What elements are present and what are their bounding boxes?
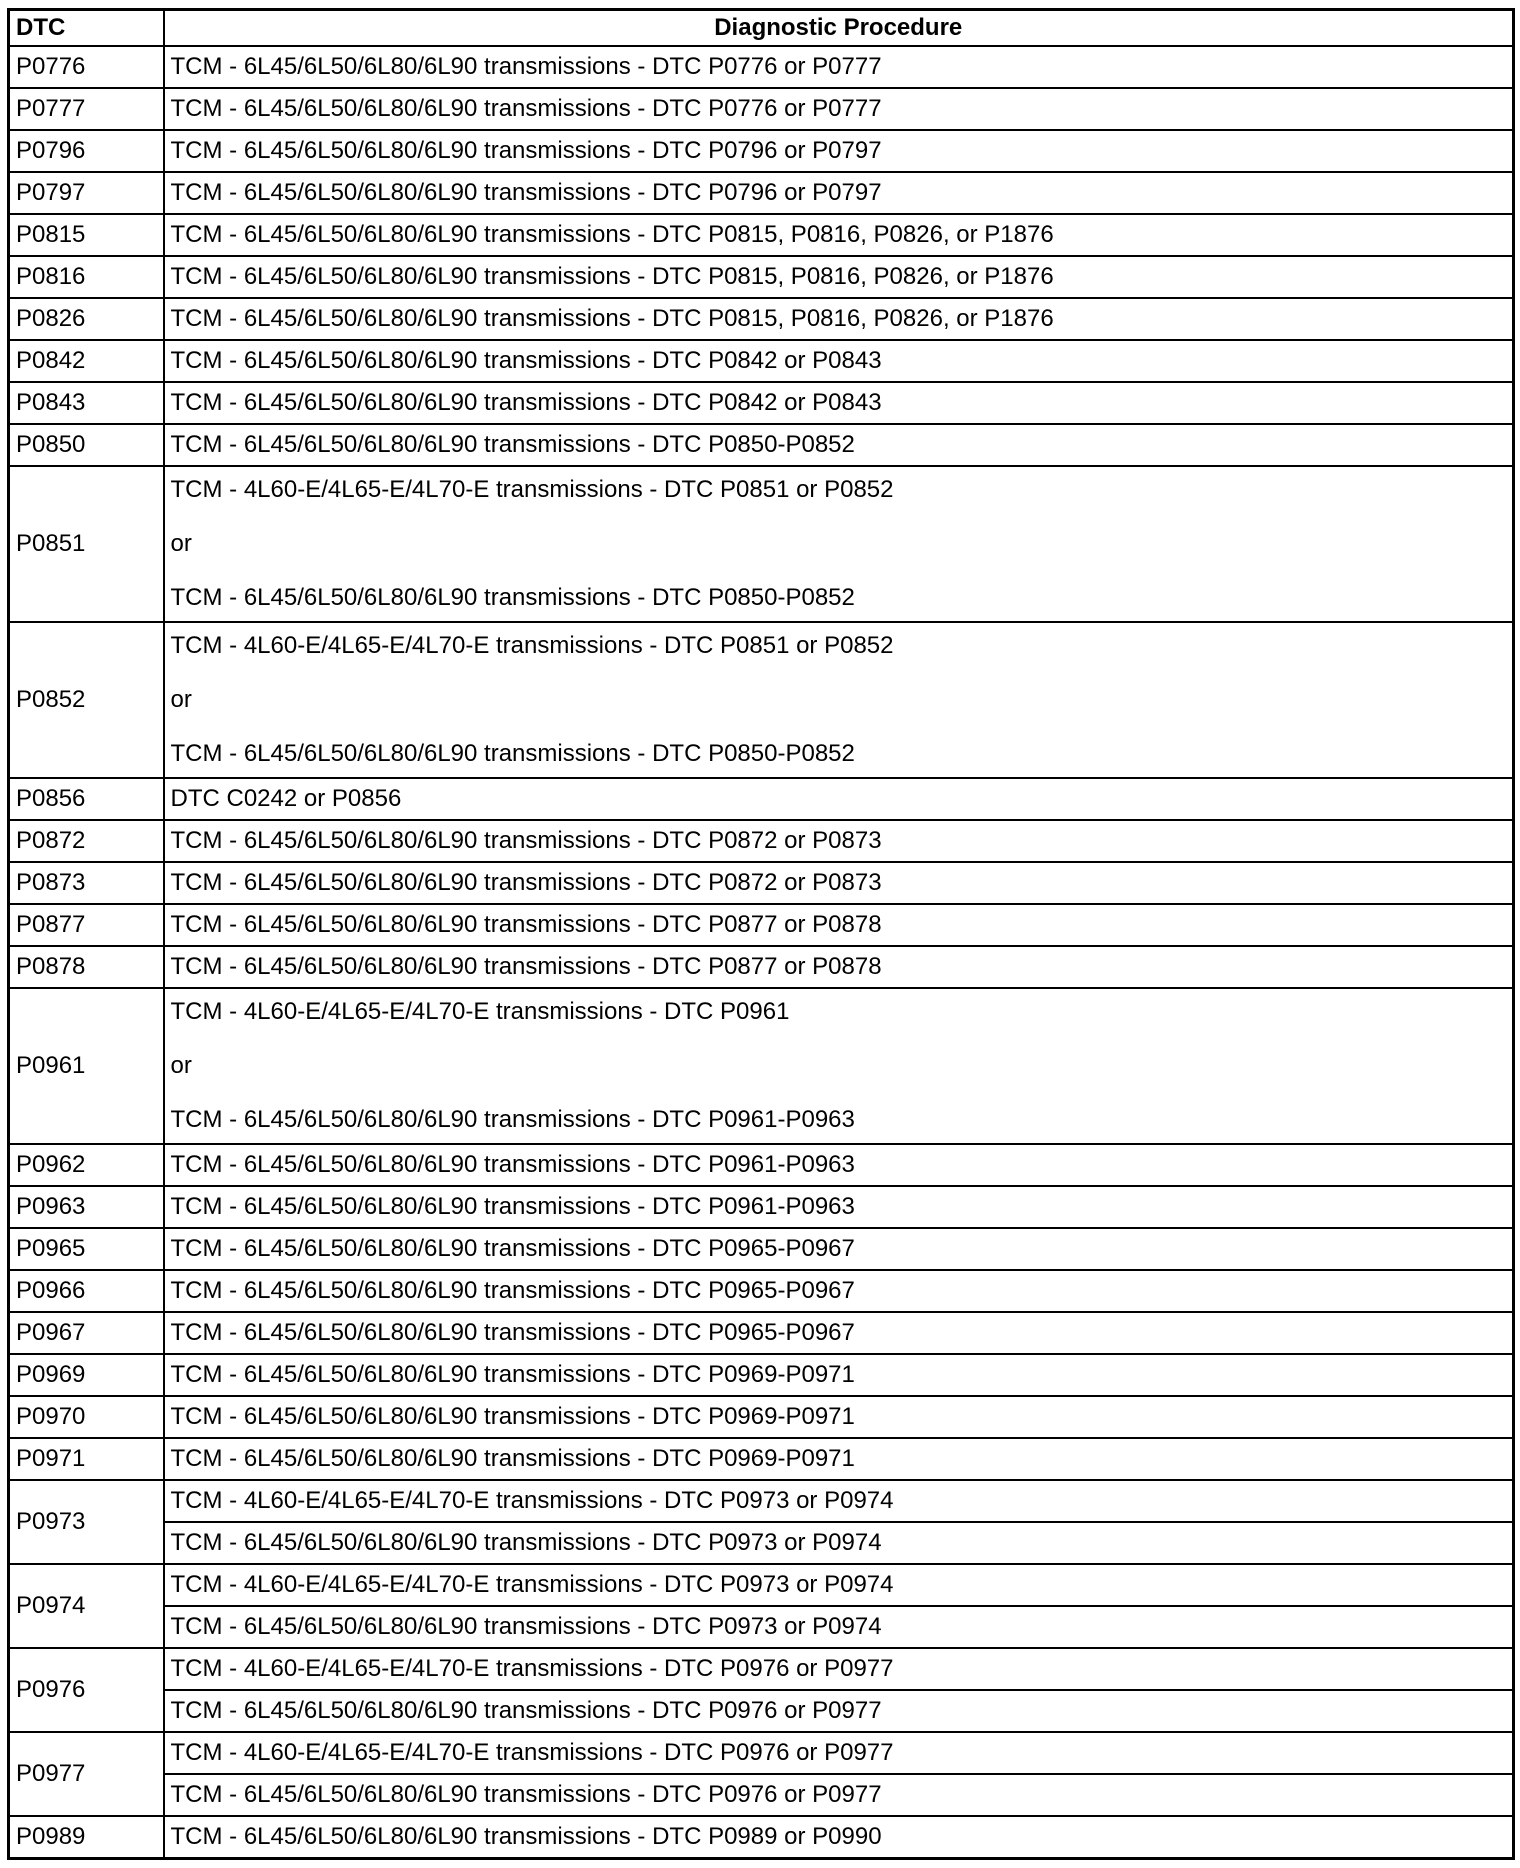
dtc-code: P0961 <box>9 988 164 1144</box>
dtc-code: P0965 <box>9 1228 164 1270</box>
table-row <box>9 988 1514 1144</box>
diagnostic-procedure: TCM - 6L45/6L50/6L80/6L90 transmissions - DTC P0815, P0816, P0826, or P1876 <box>164 298 1514 340</box>
table-row <box>9 214 1514 256</box>
dtc-code: P0989 <box>9 1816 164 1859</box>
dtc-code: P0878 <box>9 946 164 988</box>
dtc-code: P0856 <box>9 778 164 820</box>
or-separator: or <box>170 530 192 557</box>
diagnostic-procedure: TCM - 6L45/6L50/6L80/6L90 transmissions - DTC P0961-P0963 <box>164 1186 1514 1228</box>
table-row <box>9 466 1514 622</box>
procedure-text: TCM - 6L45/6L50/6L80/6L90 transmissions - DTC P0850-P0852 <box>170 740 855 767</box>
dtc-code: P0872 <box>9 820 164 862</box>
table-row <box>9 1186 1514 1228</box>
table-row <box>9 1690 1514 1732</box>
diagnostic-procedure: TCM - 6L45/6L50/6L80/6L90 transmissions - DTC P0776 or P0777 <box>164 88 1514 130</box>
table-row <box>9 1564 1514 1606</box>
table-row <box>9 1270 1514 1312</box>
table-row <box>9 424 1514 466</box>
diagnostic-procedure: TCM - 6L45/6L50/6L80/6L90 transmissions - DTC P0842 or P0843 <box>164 382 1514 424</box>
diagnostic-procedure: TCM - 4L60-E/4L65-E/4L70-E transmissions - DTC P0976 or P0977 <box>164 1732 1514 1774</box>
diagnostic-procedure: TCM - 6L45/6L50/6L80/6L90 transmissions - DTC P0877 or P0878 <box>164 946 1514 988</box>
dtc-table <box>7 8 1515 1860</box>
table-body <box>9 46 1514 1859</box>
table-row <box>9 1144 1514 1186</box>
diagnostic-procedure: TCM - 6L45/6L50/6L80/6L90 transmissions - DTC P0969-P0971 <box>164 1396 1514 1438</box>
table-row <box>9 622 1514 778</box>
dtc-code: P0976 <box>9 1648 164 1732</box>
diagnostic-procedure: TCM - 6L45/6L50/6L80/6L90 transmissions - DTC P0965-P0967 <box>164 1270 1514 1312</box>
diagnostic-procedure: TCM - 6L45/6L50/6L80/6L90 transmissions - DTC P0973 or P0974 <box>164 1522 1514 1564</box>
table-row <box>9 946 1514 988</box>
diagnostic-procedure: TCM - 6L45/6L50/6L80/6L90 transmissions - DTC P0969-P0971 <box>164 1354 1514 1396</box>
diagnostic-procedure: TCM - 6L45/6L50/6L80/6L90 transmissions - DTC P0796 or P0797 <box>164 172 1514 214</box>
table-row <box>9 1816 1514 1859</box>
diagnostic-procedure: TCM - 4L60-E/4L65-E/4L70-E transmissions - DTC P0973 or P0974 <box>164 1480 1514 1522</box>
table-row <box>9 1774 1514 1816</box>
dtc-code: P0816 <box>9 256 164 298</box>
dtc-code: P0850 <box>9 424 164 466</box>
table-header <box>9 10 1514 47</box>
diagnostic-procedure: TCM - 6L45/6L50/6L80/6L90 transmissions - DTC P0976 or P0977 <box>164 1774 1514 1816</box>
table-row <box>9 340 1514 382</box>
header-row <box>9 10 1514 47</box>
dtc-code: P0852 <box>9 622 164 778</box>
dtc-code: P0962 <box>9 1144 164 1186</box>
diagnostic-procedure: TCM - 6L45/6L50/6L80/6L90 transmissions - DTC P0815, P0816, P0826, or P1876 <box>164 214 1514 256</box>
dtc-code: P0966 <box>9 1270 164 1312</box>
diagnostic-procedure: TCM - 6L45/6L50/6L80/6L90 transmissions - DTC P0850-P0852 <box>164 424 1514 466</box>
procedure-text: TCM - 6L45/6L50/6L80/6L90 transmissions - DTC P0961-P0963 <box>170 1106 855 1133</box>
table-row <box>9 820 1514 862</box>
table-row <box>9 862 1514 904</box>
table-row <box>9 46 1514 88</box>
table-row <box>9 1480 1514 1522</box>
dtc-code: P0967 <box>9 1312 164 1354</box>
procedure-text: TCM - 4L60-E/4L65-E/4L70-E transmissions - DTC P0851 or P0852 <box>170 632 894 659</box>
diagnostic-procedure: TCM - 6L45/6L50/6L80/6L90 transmissions - DTC P0965-P0967 <box>164 1228 1514 1270</box>
diagnostic-procedure: TCM - 6L45/6L50/6L80/6L90 transmissions - DTC P0776 or P0777 <box>164 46 1514 88</box>
or-separator: or <box>170 1052 192 1079</box>
table-row <box>9 1354 1514 1396</box>
diagnostic-procedure: TCM - 4L60-E/4L65-E/4L70-E transmissions - DTC P0976 or P0977 <box>164 1648 1514 1690</box>
table-row <box>9 1606 1514 1648</box>
procedure-text: TCM - 4L60-E/4L65-E/4L70-E transmissions - DTC P0961 <box>170 998 790 1025</box>
diagnostic-procedure: TCM - 6L45/6L50/6L80/6L90 transmissions - DTC P0842 or P0843 <box>164 340 1514 382</box>
dtc-code: P0851 <box>9 466 164 622</box>
diagnostic-procedure: TCM - 4L60-E/4L65-E/4L70-E transmissions - DTC P0973 or P0974 <box>164 1564 1514 1606</box>
diagnostic-procedure: TCM - 6L45/6L50/6L80/6L90 transmissions - DTC P0989 or P0990 <box>164 1816 1514 1859</box>
dtc-code: P0977 <box>9 1732 164 1816</box>
table-row <box>9 172 1514 214</box>
diagnostic-procedure: TCM - 6L45/6L50/6L80/6L90 transmissions - DTC P0872 or P0873 <box>164 820 1514 862</box>
diagnostic-procedure: TCM - 6L45/6L50/6L80/6L90 transmissions - DTC P0877 or P0878 <box>164 904 1514 946</box>
diagnostic-procedure: TCM - 6L45/6L50/6L80/6L90 transmissions - DTC P0969-P0971 <box>164 1438 1514 1480</box>
or-separator: or <box>170 686 192 713</box>
diagnostic-procedure: TCM - 6L45/6L50/6L80/6L90 transmissions - DTC P0961-P0963 <box>164 1144 1514 1186</box>
table-row <box>9 904 1514 946</box>
diagnostic-procedure: TCM - 6L45/6L50/6L80/6L90 transmissions - DTC P0872 or P0873 <box>164 862 1514 904</box>
table-row <box>9 256 1514 298</box>
table-row <box>9 1648 1514 1690</box>
diagnostic-procedure <box>164 988 1514 1144</box>
diagnostic-procedure: TCM - 6L45/6L50/6L80/6L90 transmissions - DTC P0815, P0816, P0826, or P1876 <box>164 256 1514 298</box>
dtc-code: P0969 <box>9 1354 164 1396</box>
header-dtc: DTC <box>9 10 164 47</box>
diagnostic-procedure: DTC C0242 or P0856 <box>164 778 1514 820</box>
table-row <box>9 1522 1514 1564</box>
dtc-code: P0815 <box>9 214 164 256</box>
dtc-code: P0777 <box>9 88 164 130</box>
dtc-code: P0971 <box>9 1438 164 1480</box>
dtc-code: P0974 <box>9 1564 164 1648</box>
dtc-code: P0842 <box>9 340 164 382</box>
diagnostic-procedure: TCM - 6L45/6L50/6L80/6L90 transmissions - DTC P0965-P0967 <box>164 1312 1514 1354</box>
diagnostic-procedure: TCM - 6L45/6L50/6L80/6L90 transmissions - DTC P0973 or P0974 <box>164 1606 1514 1648</box>
table-row <box>9 88 1514 130</box>
table-row <box>9 1732 1514 1774</box>
table-row <box>9 382 1514 424</box>
table-row <box>9 130 1514 172</box>
procedure-text: TCM - 4L60-E/4L65-E/4L70-E transmissions - DTC P0851 or P0852 <box>170 476 894 503</box>
procedure-text: TCM - 6L45/6L50/6L80/6L90 transmissions - DTC P0850-P0852 <box>170 584 855 611</box>
diagnostic-procedure <box>164 466 1514 622</box>
dtc-code: P0877 <box>9 904 164 946</box>
diagnostic-procedure <box>164 622 1514 778</box>
dtc-code: P0797 <box>9 172 164 214</box>
dtc-code: P0873 <box>9 862 164 904</box>
diagnostic-procedure: TCM - 6L45/6L50/6L80/6L90 transmissions - DTC P0976 or P0977 <box>164 1690 1514 1732</box>
table-row <box>9 1228 1514 1270</box>
dtc-code: P0843 <box>9 382 164 424</box>
header-diagnostic-procedure: Diagnostic Procedure <box>164 10 1514 47</box>
table-row <box>9 1438 1514 1480</box>
dtc-code: P0776 <box>9 46 164 88</box>
table-row <box>9 1312 1514 1354</box>
diagnostic-procedure: TCM - 6L45/6L50/6L80/6L90 transmissions - DTC P0796 or P0797 <box>164 130 1514 172</box>
dtc-code: P0973 <box>9 1480 164 1564</box>
dtc-code: P0970 <box>9 1396 164 1438</box>
dtc-code: P0826 <box>9 298 164 340</box>
dtc-code: P0963 <box>9 1186 164 1228</box>
table-row <box>9 1396 1514 1438</box>
dtc-code: P0796 <box>9 130 164 172</box>
table-row <box>9 298 1514 340</box>
table-row <box>9 778 1514 820</box>
